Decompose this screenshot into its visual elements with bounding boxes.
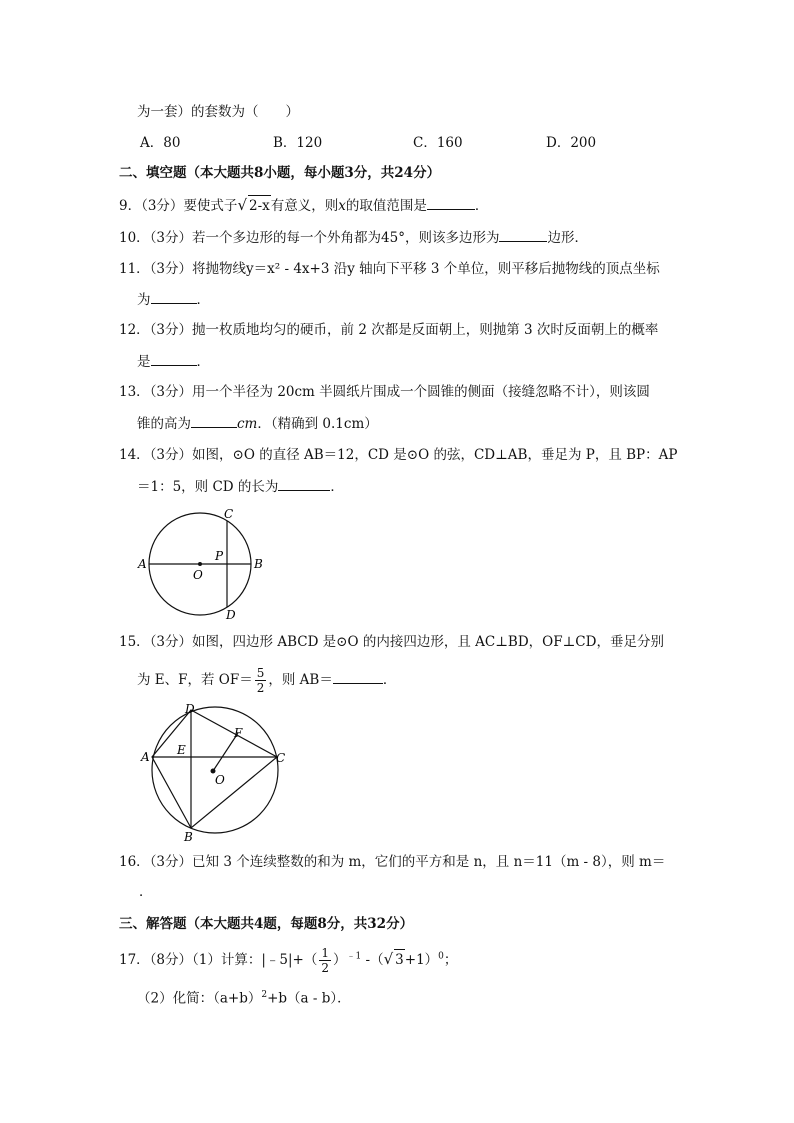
- question-12-line2: 是 ．: [137, 351, 210, 372]
- figure-15: [136, 700, 296, 845]
- question-17: 17．（8分）（1）计算：|﹣5|+（ $\frac{1}{2}$ ）$^{﹣1}$ -（√ 3+1）$^0$；: [119, 946, 458, 975]
- question-15: 15．（3分）如图，四边形 ABCD 是⊙O 的内接四边形，且 AC⊥BD，OF⊥CD，垂足分别: [119, 634, 664, 650]
- label-b: B: [184, 830, 193, 844]
- label-a: A: [141, 750, 150, 764]
- answer-blank: [151, 351, 197, 366]
- section3-title: 三、解答题（本大题共4题，每题8分，共32分）: [119, 916, 414, 932]
- question-12: 12．（3分）抛一枚质地均匀的硬币，前 2 次都是反面朝上，则抛第 3 次时反面朝上的概率: [119, 322, 659, 338]
- question-13-line2: 锥的高为 cm．（精确到 0.1cm）: [137, 413, 378, 434]
- question-11: 11．（3分）将抛物线y＝x² - 4x+3 沿y 轴向下平移 3 个单位，则平移后抛物线的顶点坐标: [119, 261, 660, 277]
- question-15-line2: 为 E、F，若 OF＝ $\frac{5}{2}$ ，则 AB＝ ．: [137, 666, 397, 695]
- question-14-line2: ＝1：5，则 CD 的长为 ．: [137, 476, 344, 497]
- label-f: F: [234, 726, 243, 740]
- answer-blank: [191, 413, 237, 428]
- label-b: B: [254, 557, 263, 571]
- label-o: O: [215, 773, 225, 787]
- answer-blank: [278, 476, 330, 491]
- answer-blank: [427, 195, 475, 210]
- sqrt-expression: 2-x: [248, 195, 271, 216]
- answer-blank: [333, 669, 383, 684]
- answer-blank: [137, 882, 139, 896]
- question-16-line2: ．: [139, 884, 153, 900]
- label-a: A: [138, 557, 147, 571]
- label-o: O: [193, 568, 203, 582]
- q8-option-a: A．80: [140, 135, 181, 151]
- answer-blank: [499, 227, 547, 242]
- center-dot: [198, 562, 202, 566]
- fraction: $\frac{1}{2}$: [321, 946, 330, 975]
- question-13: 13．（3分）用一个半径为 20cm 半圆纸片围成一个圆锥的侧面（接缝忽略不计），则该圆: [119, 384, 650, 400]
- label-c: C: [224, 507, 234, 521]
- question-16: 16．（3分）已知 3 个连续整数的和为 m，它们的平方和是 n，且 n＝11（m - 8），则 m＝: [119, 854, 666, 870]
- question-14: 14．（3分）如图，⊙O 的直径 AB＝12，CD 是⊙O 的弦，CD⊥AB，垂足为 P，且 BP：AP: [119, 447, 678, 463]
- q8-option-c: C．160: [413, 135, 463, 151]
- q8-option-d: D．200: [546, 135, 597, 151]
- section2-title: 二、填空题（本大题共8小题，每小题3分，共24分）: [119, 165, 441, 181]
- label-d: D: [226, 608, 236, 622]
- label-p: P: [215, 549, 224, 563]
- question-10: 10．（3分）若一个多边形的每一个外角都为45°，则该多边形为 边形．: [119, 227, 588, 248]
- fraction: $\frac{5}{2}$: [256, 666, 265, 695]
- q8-tail: 为一套）的套数为（ ）: [137, 104, 299, 120]
- question-17-part2: （2）化简：$(a+b)^2+b(a - b)$．: [137, 990, 351, 1007]
- label-d: D: [185, 702, 195, 716]
- q8-option-b: B．120: [273, 135, 323, 151]
- question-11-line2: 为 ．: [137, 289, 210, 310]
- label-c: C: [276, 751, 286, 765]
- label-e: E: [177, 743, 186, 757]
- answer-blank: [151, 289, 197, 304]
- question-9: 9．（3分）要使式子√ 2-x有意义，则x的取值范围是 ．: [119, 196, 489, 214]
- figure-14: [130, 500, 280, 630]
